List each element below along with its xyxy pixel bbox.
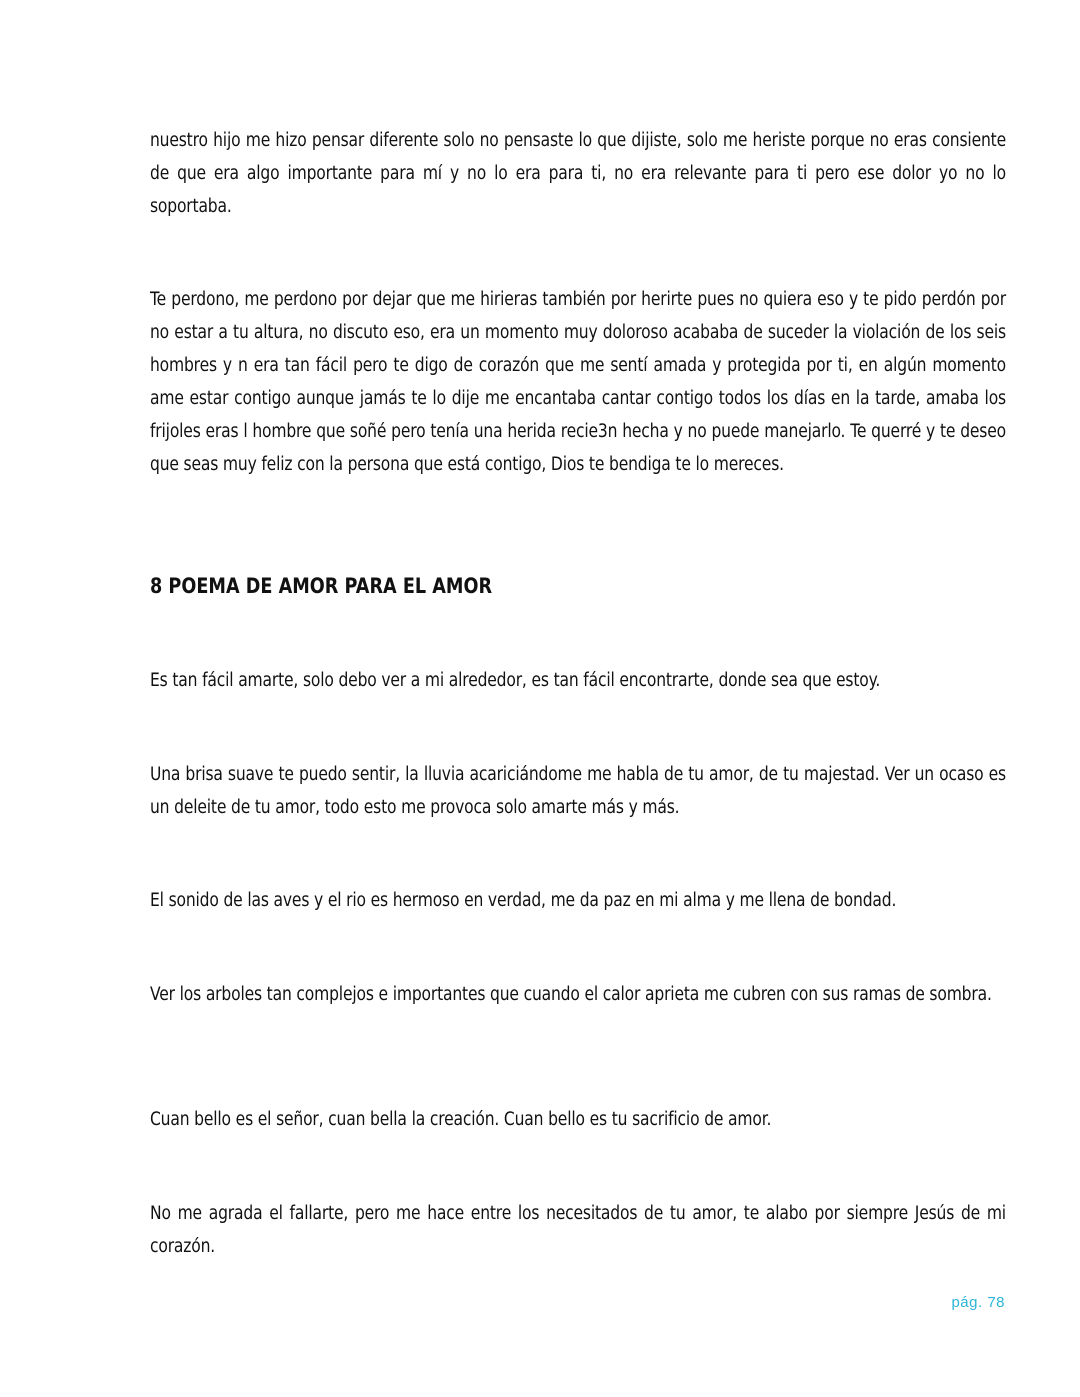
paragraph-2: Te perdono, me perdono por dejar que me hirieras también por herirte pues no quiera eso y te pido perdón por no estar a tu altura, no discuto eso, era un momento muy doloroso acababa de suceder la violación de los seis hombres y n era tan fácil pero te digo de corazón que me sentí amada y protegida por ti, en algún momento ame estar contigo aunque jamás te lo dije me encantaba cantar contigo todos los días en la tarde, amaba los frijoles eras l hombre que soñé pero tenía una herida recie3n hecha y no puede manejarlo. Te querré y te deseo que seas muy feliz con la persona que está contigo, Dios te bendiga te lo mereces. <box>150 289 1006 475</box>
section-heading: 8 POEMA DE AMOR PARA EL AMOR <box>150 574 493 598</box>
poem-stanza-4: Ver los arboles tan complejos e importantes que cuando el calor aprieta me cubren con sus ramas de sombra. <box>150 984 992 1005</box>
poem-stanza-3: El sonido de las aves y el rio es hermoso en verdad, me da paz en mi alma y me llena de bondad. <box>150 890 897 911</box>
poem-stanza-2: Una brisa suave te puedo sentir, la lluvia acariciándome me habla de tu amor, de tu majestad. Ver un ocaso es un deleite de tu amor, todo esto me provoca solo amarte más y más. <box>150 764 1006 818</box>
poem-stanza-5: Cuan bello es el señor, cuan bella la creación. Cuan bello es tu sacrificio de amor. <box>150 1109 772 1130</box>
poem-stanza-6: No me agrada el fallarte, pero me hace entre los necesitados de tu amor, te alabo por siempre Jesús de mi corazón. <box>150 1203 1006 1257</box>
poem-stanza-1: Es tan fácil amarte, solo debo ver a mi alrededor, es tan fácil encontrarte, donde sea que estoy. <box>150 670 881 691</box>
page-number: pág. 78 <box>951 1294 1005 1311</box>
paragraph-1: nuestro hijo me hizo pensar diferente solo no pensaste lo que dijiste, solo me heriste porque no eras consiente de que era algo importante para mí y no lo era para ti, no era relevante para ti pero ese dolor yo no lo soportaba. <box>150 130 1006 217</box>
